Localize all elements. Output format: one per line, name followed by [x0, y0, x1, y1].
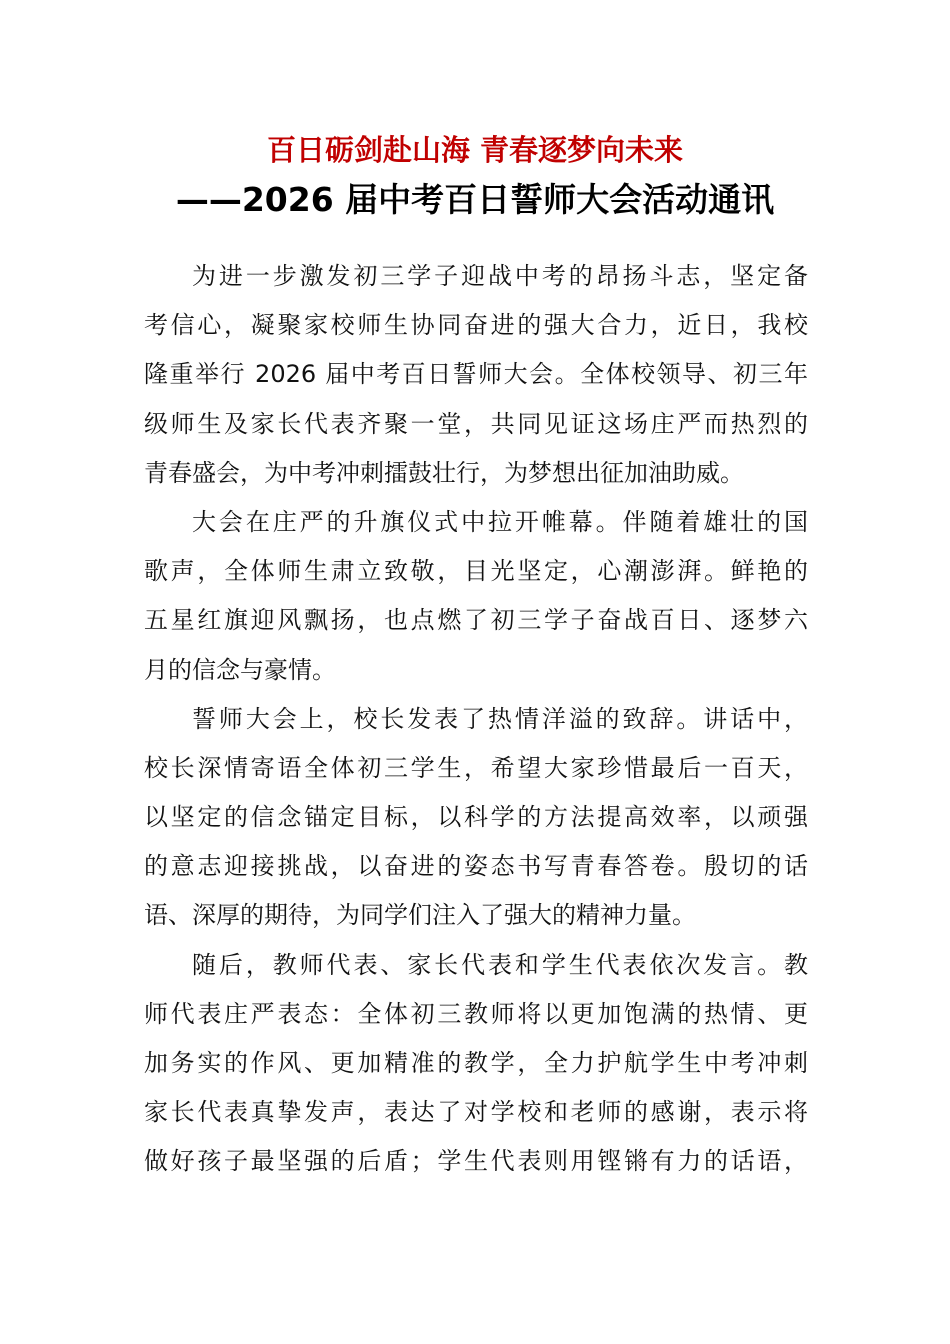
paragraph-line: 五星红旗迎风飘扬，也点燃了初三学子奋战百日、逐梦六: [144, 606, 808, 635]
title-block: [0, 128, 950, 225]
paragraph-line: 语、深厚的期待，为同学们注入了强大的精神力量。: [144, 901, 696, 930]
paragraph-line: 隆重举行 2026 届中考百日誓师大会。全体校领导、初三年: [144, 360, 808, 389]
document-title: 百日砺剑赴山海 青春逐梦向未来: [266, 133, 684, 167]
article-body: [144, 254, 808, 1189]
paragraph-line: 以坚定的信念锚定目标，以科学的方法提高效率，以顽强: [144, 803, 808, 832]
paragraph-line: 大会在庄严的升旗仪式中拉开帷幕。伴随着雄壮的国: [192, 507, 808, 536]
paragraph-line: 做好孩子最坚强的后盾；学生代表则用铿锵有力的话语，: [144, 1147, 808, 1176]
paragraph-line: 师代表庄严表态：全体初三教师将以更加饱满的热情、更: [144, 999, 808, 1028]
paragraph-line: 誓师大会上，校长发表了热情洋溢的致辞。讲话中，: [192, 704, 808, 733]
paragraph-line: 考信心，凝聚家校师生协同奋进的强大合力，近日，我校: [144, 311, 808, 340]
paragraph-line: 加务实的作风、更加精准的教学，全力护航学生中考冲刺: [144, 1049, 808, 1077]
paragraph-line: 为进一步激发初三学子迎战中考的昂扬斗志，坚定备: [192, 262, 808, 290]
paragraph-line: 级师生及家长代表齐聚一堂，共同见证这场庄严而热烈的: [144, 409, 808, 438]
paragraph-line: 校长深情寄语全体初三学生，希望大家珍惜最后一百天，: [144, 753, 808, 782]
paragraph-line: 青春盛会，为中考冲刺擂鼓壮行，为梦想出征加油助威。: [144, 458, 744, 487]
paragraph-line: 的意志迎接挑战，以奋进的姿态书写青春答卷。殷切的话: [144, 852, 808, 881]
paragraph-line: 月的信念与豪情。: [144, 655, 336, 684]
paragraph-line: 随后，教师代表、家长代表和学生代表依次发言。教: [192, 950, 808, 979]
paragraph-line: 歌声，全体师生肃立致敬，目光坚定，心潮澎湃。鲜艳的: [144, 557, 808, 586]
paragraph-line: 家长代表真挚发声，表达了对学校和老师的感谢，表示将: [144, 1098, 808, 1127]
document-subtitle: ——2026 届中考百日誓师大会活动通讯: [175, 180, 775, 219]
